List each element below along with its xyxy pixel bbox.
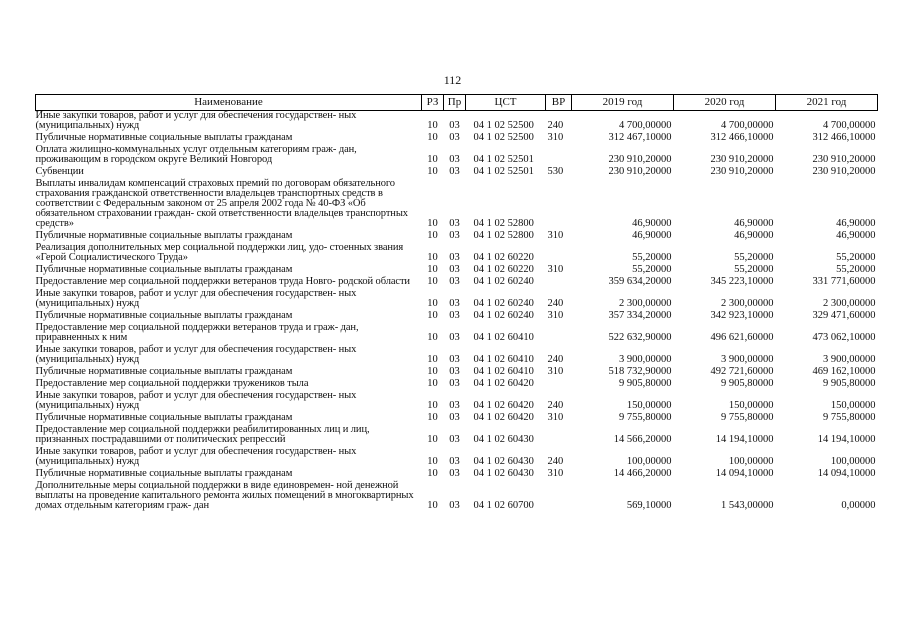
row-pr: 03 <box>449 400 460 411</box>
table-row <box>36 391 878 413</box>
row-value-2020: 2 300,00000 <box>721 298 774 309</box>
row-cst: 04 1 02 60420 <box>473 378 534 389</box>
row-value-2019: 230 910,20000 <box>608 154 672 165</box>
row-name: Публичные нормативные социальные выплаты гражданам <box>35 412 293 423</box>
row-vr: 240 <box>547 354 564 365</box>
row-value-2021: 14 094,10000 <box>817 468 876 479</box>
row-rz: 10 <box>427 132 438 143</box>
row-vr: 240 <box>547 400 564 411</box>
row-value-2020: 230 910,20000 <box>710 154 774 165</box>
row-name: Публичные нормативные социальные выплаты гражданам <box>35 366 293 377</box>
row-value-2019: 9 905,80000 <box>619 378 672 389</box>
row-value-2020: 55,20000 <box>734 252 774 263</box>
row-value-2020: 100,00000 <box>728 456 774 467</box>
header-2020: 2020 год <box>674 95 776 111</box>
row-rz: 10 <box>427 500 438 511</box>
row-rz: 10 <box>427 366 438 377</box>
row-vr: 530 <box>547 166 564 177</box>
row-value-2019: 14 466,20000 <box>613 468 672 479</box>
row-value-2019: 518 732,90000 <box>608 366 672 377</box>
row-rz: 10 <box>427 298 438 309</box>
row-value-2021: 469 162,10000 <box>812 366 876 377</box>
row-value-2019: 55,20000 <box>632 264 672 275</box>
row-value-2019: 2 300,00000 <box>619 298 672 309</box>
row-cst: 04 1 02 60220 <box>473 264 534 275</box>
row-value-2021: 230 910,20000 <box>812 154 876 165</box>
row-vr: 310 <box>547 468 564 479</box>
row-value-2021: 329 471,60000 <box>812 310 876 321</box>
row-value-2020: 342 923,10000 <box>710 310 774 321</box>
row-value-2020: 14 194,10000 <box>715 434 774 445</box>
row-vr: 240 <box>547 120 564 131</box>
row-value-2019: 46,90000 <box>632 230 672 241</box>
row-value-2020: 4 700,00000 <box>721 120 774 131</box>
row-pr: 03 <box>449 378 460 389</box>
row-name: Публичные нормативные социальные выплаты гражданам <box>35 230 293 241</box>
row-name: Иные закупки товаров, работ и услуг для обеспечения государствен- ных (муниципальных) нужд <box>35 110 357 131</box>
row-vr: 310 <box>547 132 564 143</box>
row-vr <box>546 145 572 167</box>
row-rz: 10 <box>427 412 438 423</box>
row-pr: 03 <box>449 298 460 309</box>
row-value-2020: 46,90000 <box>734 218 774 229</box>
row-value-2019: 100,00000 <box>626 456 672 467</box>
row-name: Публичные нормативные социальные выплаты гражданам <box>35 310 293 321</box>
row-vr <box>546 179 572 231</box>
row-value-2020: 55,20000 <box>734 264 774 275</box>
row-cst: 04 1 02 60410 <box>473 332 534 343</box>
row-vr <box>546 243 572 265</box>
row-value-2020: 150,00000 <box>728 400 774 411</box>
row-name: Иные закупки товаров, работ и услуг для обеспечения государствен- ных (муниципальных) нужд <box>35 390 357 411</box>
row-rz: 10 <box>427 230 438 241</box>
row-pr: 03 <box>449 366 460 377</box>
row-name: Предоставление мер социальной поддержки ветеранов труда Новго- родской области <box>35 276 410 287</box>
row-rz: 10 <box>427 332 438 343</box>
row-cst: 04 1 02 60410 <box>473 366 534 377</box>
row-rz: 10 <box>427 434 438 445</box>
row-name: Иные закупки товаров, работ и услуг для обеспечения государствен- ных (муниципальных) нужд <box>35 344 357 365</box>
row-rz: 10 <box>427 468 438 479</box>
row-value-2019: 569,10000 <box>626 500 672 511</box>
row-pr: 03 <box>449 120 460 131</box>
row-value-2019: 46,90000 <box>632 218 672 229</box>
table-row <box>36 145 878 167</box>
row-pr: 03 <box>449 434 460 445</box>
row-rz: 10 <box>427 120 438 131</box>
row-cst: 04 1 02 60240 <box>473 310 534 321</box>
row-name: Дополнительные меры социальной поддержки в виде единовремен- ной денежной выплаты на проведение капитального ремонта жилых помещений в многоквартирных домах отдельным категориям граж- дан <box>35 480 414 511</box>
row-value-2020: 345 223,10000 <box>710 276 774 287</box>
header-name: Наименование <box>36 95 422 111</box>
row-value-2021: 331 771,60000 <box>812 276 876 287</box>
row-rz: 10 <box>427 400 438 411</box>
row-vr: 310 <box>547 264 564 275</box>
row-value-2020: 3 900,00000 <box>721 354 774 365</box>
row-value-2021: 150,00000 <box>830 400 876 411</box>
row-cst: 04 1 02 52800 <box>473 218 534 229</box>
row-pr: 03 <box>449 310 460 321</box>
header-vr: ВР <box>546 95 572 111</box>
table-row <box>36 447 878 469</box>
row-rz: 10 <box>427 310 438 321</box>
row-value-2020: 230 910,20000 <box>710 166 774 177</box>
row-value-2020: 9 905,80000 <box>721 378 774 389</box>
row-vr: 310 <box>547 412 564 423</box>
budget-table <box>35 94 878 513</box>
row-value-2019: 4 700,00000 <box>619 120 672 131</box>
row-name: Реализация дополнительных мер социальной поддержки лиц, удо- стоенных звания «Герой Социалистического Труда» <box>35 242 404 263</box>
row-pr: 03 <box>449 412 460 423</box>
table-row <box>36 425 878 447</box>
header-2021: 2021 год <box>776 95 878 111</box>
row-value-2021: 55,20000 <box>836 252 876 263</box>
row-value-2020: 1 543,00000 <box>721 500 774 511</box>
row-name: Иные закупки товаров, работ и услуг для обеспечения государствен- ных (муниципальных) нужд <box>35 446 357 467</box>
row-cst: 04 1 02 52501 <box>473 166 534 177</box>
row-value-2019: 3 900,00000 <box>619 354 672 365</box>
row-value-2021: 0,00000 <box>841 500 876 511</box>
row-value-2021: 2 300,00000 <box>823 298 876 309</box>
row-value-2021: 9 755,80000 <box>823 412 876 423</box>
table-row <box>36 111 878 134</box>
table-row <box>36 481 878 513</box>
row-value-2019: 230 910,20000 <box>608 166 672 177</box>
row-pr: 03 <box>449 252 460 263</box>
row-name: Оплата жилищно-коммунальных услуг отдельным категориям граж- дан, проживающим в городском округе Великий Новгород <box>35 144 357 165</box>
row-pr: 03 <box>449 230 460 241</box>
row-vr: 240 <box>547 298 564 309</box>
row-pr: 03 <box>449 456 460 467</box>
row-value-2020: 14 094,10000 <box>715 468 774 479</box>
row-value-2019: 357 334,20000 <box>608 310 672 321</box>
row-cst: 04 1 02 52800 <box>473 230 534 241</box>
row-cst: 04 1 02 60430 <box>473 468 534 479</box>
row-value-2019: 55,20000 <box>632 252 672 263</box>
row-pr: 03 <box>449 332 460 343</box>
row-rz: 10 <box>427 252 438 263</box>
row-value-2021: 3 900,00000 <box>823 354 876 365</box>
row-vr: 310 <box>547 230 564 241</box>
row-cst: 04 1 02 60420 <box>473 412 534 423</box>
header-2019: 2019 год <box>572 95 674 111</box>
row-name: Субвенции <box>35 166 84 177</box>
table-body <box>36 111 878 514</box>
row-cst: 04 1 02 52501 <box>473 154 534 165</box>
row-pr: 03 <box>449 500 460 511</box>
row-rz: 10 <box>427 456 438 467</box>
row-pr: 03 <box>449 154 460 165</box>
row-rz: 10 <box>427 378 438 389</box>
row-cst: 04 1 02 60420 <box>473 400 534 411</box>
row-pr: 03 <box>449 468 460 479</box>
row-name: Предоставление мер социальной поддержки реабилитированных лиц и лиц, признанных пострадавшими от политических репрессий <box>35 424 370 445</box>
row-value-2021: 55,20000 <box>836 264 876 275</box>
row-value-2021: 14 194,10000 <box>817 434 876 445</box>
row-value-2021: 46,90000 <box>836 218 876 229</box>
table-row <box>36 289 878 311</box>
page-number: 112 <box>443 73 462 87</box>
row-value-2020: 312 466,10000 <box>710 132 774 143</box>
row-value-2019: 312 467,10000 <box>608 132 672 143</box>
row-value-2021: 100,00000 <box>830 456 876 467</box>
row-vr: 310 <box>547 310 564 321</box>
row-value-2019: 359 634,20000 <box>608 276 672 287</box>
row-cst: 04 1 02 60240 <box>473 276 534 287</box>
row-pr: 03 <box>449 218 460 229</box>
row-name: Публичные нормативные социальные выплаты гражданам <box>35 132 293 143</box>
row-value-2021: 46,90000 <box>836 230 876 241</box>
row-cst: 04 1 02 60430 <box>473 434 534 445</box>
row-value-2021: 312 466,10000 <box>812 132 876 143</box>
row-vr: 310 <box>547 366 564 377</box>
table-header-row <box>36 95 878 111</box>
row-rz: 10 <box>427 166 438 177</box>
row-rz: 10 <box>427 264 438 275</box>
table-row <box>36 345 878 367</box>
row-value-2021: 9 905,80000 <box>823 378 876 389</box>
row-cst: 04 1 02 60220 <box>473 252 534 263</box>
row-name: Публичные нормативные социальные выплаты гражданам <box>35 264 293 275</box>
table-row <box>36 323 878 345</box>
row-value-2020: 492 721,60000 <box>710 366 774 377</box>
header-rz: РЗ <box>422 95 444 111</box>
row-vr <box>546 323 572 345</box>
row-cst: 04 1 02 60430 <box>473 456 534 467</box>
row-cst: 04 1 02 52500 <box>473 132 534 143</box>
row-value-2020: 46,90000 <box>734 230 774 241</box>
row-vr <box>546 277 572 289</box>
row-cst: 04 1 02 60700 <box>473 500 534 511</box>
row-name: Выплаты инвалидам компенсаций страховых премий по договорам обязательного страхования гражданской ответственности владельцев транспортных средств в соответствии с Федеральным законом от 25 апреля 2002 года № 40-ФЗ «Об обязательном страховании граждан- ской ответственности владельцев транспортных средств» <box>35 178 408 229</box>
row-value-2019: 150,00000 <box>626 400 672 411</box>
header-pr: Пр <box>444 95 466 111</box>
row-name: Иные закупки товаров, работ и услуг для обеспечения государствен- ных (муниципальных) нужд <box>35 288 357 309</box>
row-value-2021: 4 700,00000 <box>823 120 876 131</box>
row-value-2019: 522 632,90000 <box>608 332 672 343</box>
row-vr <box>546 379 572 391</box>
table-row <box>36 243 878 265</box>
row-cst: 04 1 02 60410 <box>473 354 534 365</box>
row-rz: 10 <box>427 154 438 165</box>
row-vr <box>546 481 572 513</box>
table-row <box>36 179 878 231</box>
row-pr: 03 <box>449 166 460 177</box>
row-pr: 03 <box>449 264 460 275</box>
row-value-2019: 9 755,80000 <box>619 412 672 423</box>
row-cst: 04 1 02 52500 <box>473 120 534 131</box>
row-pr: 03 <box>449 276 460 287</box>
row-name: Предоставление мер социальной поддержки тружеников тыла <box>35 378 309 389</box>
header-cst: ЦСТ <box>466 95 546 111</box>
row-value-2021: 473 062,10000 <box>812 332 876 343</box>
row-name: Публичные нормативные социальные выплаты гражданам <box>35 468 293 479</box>
row-rz: 10 <box>427 218 438 229</box>
row-cst: 04 1 02 60240 <box>473 298 534 309</box>
row-vr <box>546 425 572 447</box>
row-rz: 10 <box>427 276 438 287</box>
row-value-2021: 230 910,20000 <box>812 166 876 177</box>
row-value-2019: 14 566,20000 <box>613 434 672 445</box>
row-name: Предоставление мер социальной поддержки ветеранов труда и граж- дан, приравненных к ним <box>35 322 359 343</box>
row-pr: 03 <box>449 132 460 143</box>
row-vr: 240 <box>547 456 564 467</box>
row-rz: 10 <box>427 354 438 365</box>
row-value-2020: 496 621,60000 <box>710 332 774 343</box>
row-value-2020: 9 755,80000 <box>721 412 774 423</box>
row-pr: 03 <box>449 354 460 365</box>
